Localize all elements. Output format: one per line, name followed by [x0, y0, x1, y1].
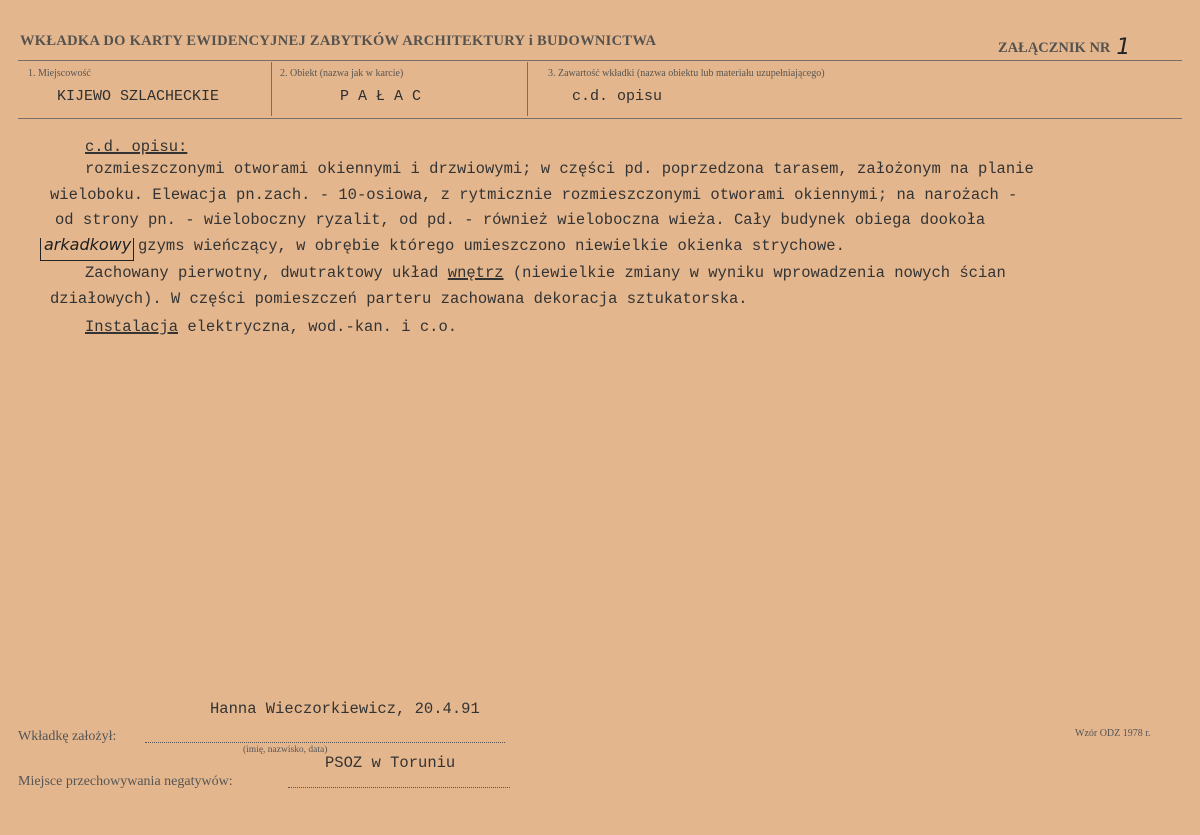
storage-label: Miejsce przechowywania negatywów: — [18, 774, 233, 789]
storage-line — [288, 787, 510, 788]
handwritten-insert: arkadkowy — [44, 235, 132, 254]
annex-number: 1 — [1116, 35, 1131, 60]
signature: Hanna Wieczorkiewicz, 20.4.91 — [210, 700, 480, 718]
field-divider-1 — [271, 62, 272, 116]
created-by-hint: (imię, nazwisko, data) — [243, 745, 328, 755]
body-line-7 — [85, 318, 457, 336]
storage-value: PSOZ w Toruniu — [325, 754, 456, 772]
body-line-7-post: elektryczna, wod.-kan. i c.o. — [178, 318, 458, 336]
body-line-5-post: (niewielkie zmiany w wyniku wprowadzenia nowych ścian — [503, 264, 1006, 282]
annex-label — [998, 33, 1130, 58]
body-line-3: od strony pn. - wieloboczny ryzalit, od pd. - również wieloboczna wieża. Cały budynek obiega dookoła — [55, 211, 986, 229]
field-divider-2 — [527, 62, 528, 116]
body-line-5-underlined: wnętrz — [447, 264, 504, 282]
body-line-7-underlined: Instalacja — [85, 318, 179, 336]
header-rule-top — [18, 60, 1182, 61]
object-label: 2. Obiekt (nazwa jak w karcie) — [280, 68, 404, 79]
object-value: P A Ł A C — [340, 88, 422, 105]
form-title: WKŁADKA DO KARTY EWIDENCYJNEJ ZABYTKÓW ARCHITEKTURY i BUDOWNICTWA — [20, 33, 657, 49]
header-rule-bottom — [18, 118, 1182, 119]
contents-label: 3. Zawartość wkładki (nazwa obiektu lub materiału uzupełniającego) — [548, 68, 825, 79]
contents-value: c.d. opisu — [572, 88, 663, 105]
body-heading: c.d. opisu: — [85, 138, 188, 156]
body-line-6: działowych). W części pomieszczeń parteru zachowana dekoracja sztukatorska. — [50, 290, 748, 308]
body-line-4: gzyms wieńczący, w obrębie którego umieszczono niewielkie okienka strychowe. — [138, 237, 845, 255]
annex-label-text: ZAŁĄCZNIK NR — [998, 40, 1111, 56]
created-by-label: Wkładkę założył: — [18, 729, 117, 744]
form-code: Wzór ODZ 1978 r. — [1075, 728, 1151, 739]
locality-value: KIJEWO SZLACHECKIE — [57, 88, 220, 105]
body-line-5-pre: Zachowany pierwotny, dwutraktowy układ — [85, 264, 448, 282]
body-line-2: wieloboku. Elewacja pn.zach. - 10-osiowa, z rytmicznie rozmieszczonymi otworami okiennymi; na narożach - — [50, 186, 1018, 204]
body-line-5 — [85, 264, 1006, 282]
body-line-1: rozmieszczonymi otworami okiennymi i drzwiowymi; w części pd. poprzedzona tarasem, założonym na planie — [85, 160, 1034, 178]
locality-label: 1. Miejscowość — [28, 68, 91, 79]
created-by-line — [145, 742, 505, 743]
